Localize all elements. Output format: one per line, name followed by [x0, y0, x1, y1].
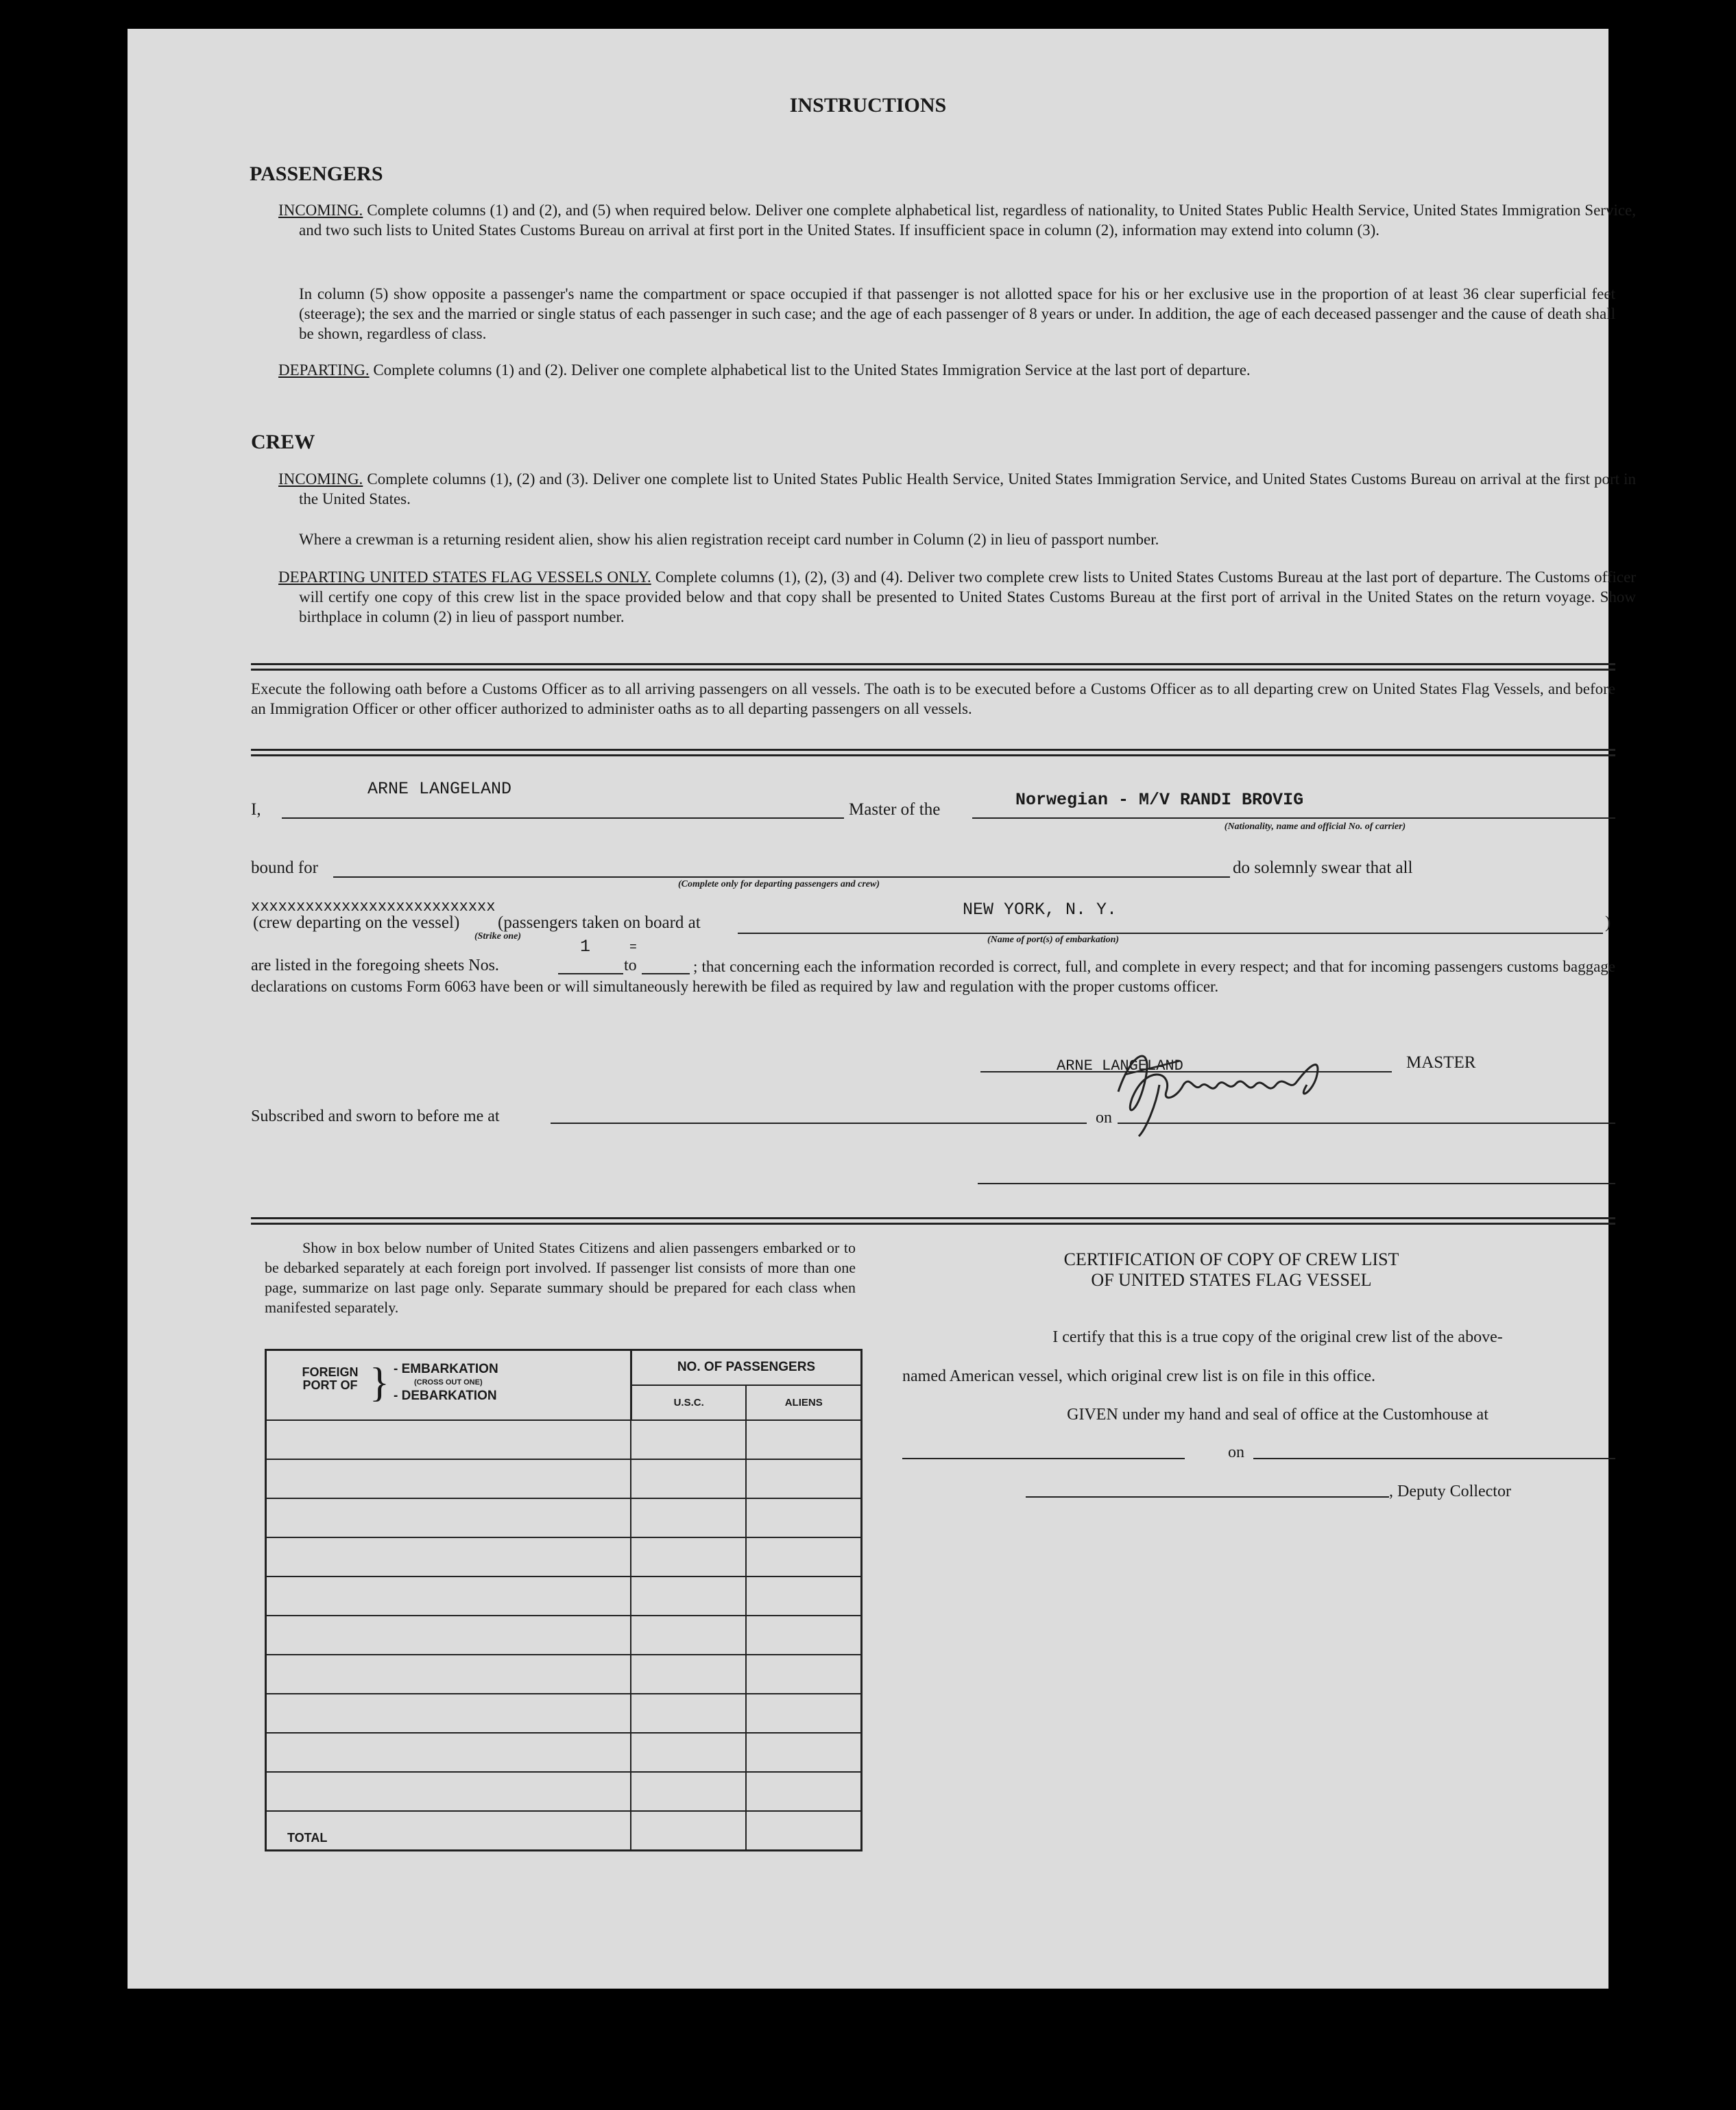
embarkation-label: - EMBARKATION	[394, 1362, 498, 1376]
carrier-line	[972, 817, 1615, 819]
no-passengers-header: NO. OF PASSENGERS	[631, 1350, 861, 1385]
struck-out-text: xxxxxxxxxxxxxxxxxxxxxxxxxxx	[251, 898, 496, 915]
crew-incoming-label: INCOMING.	[278, 470, 363, 488]
oath-intro: Execute the following oath before a Customs Officer as to all arriving passengers on all vessels. The oath is to be executed before a Customs Officer as to all departing crew on United States Flag Vessels, and before an Immigration Officer or other officer authorized to administer oaths as to all departing passengers on all vessels.	[251, 680, 1615, 717]
certification-line3: GIVEN under my hand and seal of office at the Customhouse at	[1067, 1406, 1488, 1424]
port-cell	[266, 1733, 631, 1772]
port-cell	[266, 1498, 631, 1537]
document-page	[128, 29, 1637, 1989]
certification-heading-line2: OF UNITED STATES FLAG VESSEL	[1091, 1270, 1372, 1290]
aliens-cell	[746, 1576, 861, 1616]
customhouse-line	[902, 1458, 1185, 1459]
foreign-port-label: FOREIGN PORT OF	[302, 1365, 359, 1392]
certification-heading	[957, 1249, 1506, 1291]
passengers-incoming-paragraph	[278, 200, 1636, 240]
aliens-cell	[746, 1459, 861, 1498]
divider	[251, 1217, 1615, 1225]
summary-instructions: Show in box below number of United States Citizens and alien passengers embarked or to be debarked separately at each foreign port involved. If passenger list consists of more than one page, summarize on last page only. Separate summary should be prepared for each class when manifested separately.	[265, 1239, 856, 1316]
sheet-from: 1	[580, 937, 591, 957]
passengers-departing-text: Complete columns (1) and (2). Deliver one complete alphabetical list to the United States Immigration Service at the last port of departure.	[373, 361, 1251, 379]
crew-incoming-text: Complete columns (1), (2) and (3). Deliver one complete list to United States Public Health Service, United States Immigration Service, and United States Customs Bureau on arrival at the first port in the United States.	[299, 470, 1636, 507]
debarkation-label: - DEBARKATION	[394, 1389, 497, 1403]
passengers-column5-paragraph: In column (5) show opposite a passenger's name the compartment or space occupied if that passenger is not allotted space for his or her exclusive use in the proportion of at least 36 clear superficial feet (steerage); the sex and the married or single status of each passenger in such case; and the age of each passenger of 8 years or under. In addition, the age of each deceased passenger and the cause of death shall be shown, regardless of class.	[299, 285, 1615, 342]
divider	[251, 663, 1615, 671]
listed-pre: are listed in the foregoing sheets Nos.	[251, 957, 499, 974]
crew-incoming-paragraph	[278, 469, 1636, 509]
swear-label: do solemnly swear that all	[1233, 859, 1413, 877]
port-cell	[266, 1459, 631, 1498]
usc-total-cell	[631, 1811, 746, 1850]
usc-cell	[631, 1537, 746, 1576]
signature-typed-name: ARNE LANGELAND	[1057, 1057, 1183, 1075]
bound-for-caption: (Complete only for departing passengers and crew)	[678, 879, 880, 889]
divider	[251, 749, 1615, 756]
passengers-incoming-text: Complete columns (1) and (2), and (5) when required below. Deliver one complete alphabetical list, regardless of nationality, to United States Public Health Service, United States Immigration Service, and two such lists to United States Customs Bureau on arrival at first port in the United States. If insufficient space in column (2), information may extend into column (3).	[299, 202, 1637, 239]
usc-cell	[631, 1498, 746, 1537]
aliens-cell	[746, 1694, 861, 1733]
master-name: ARNE LANGELAND	[367, 779, 512, 799]
strike-one-caption: (Strike one)	[474, 931, 522, 942]
listed-to: to	[624, 957, 637, 974]
usc-cell	[631, 1733, 746, 1772]
port-cell	[266, 1694, 631, 1733]
certification-line2: named American vessel, which original crew list is on file in this office.	[902, 1367, 1376, 1385]
certification-on-label: on	[1228, 1443, 1244, 1461]
crew-departing-label: DEPARTING UNITED STATES FLAG VESSELS ONLY.	[278, 568, 651, 586]
subscribed-date-line	[1118, 1123, 1615, 1124]
port-cell	[266, 1655, 631, 1694]
carrier-name: Norwegian - M/V RANDI BROVIG	[1015, 790, 1304, 810]
port-line	[738, 933, 1603, 934]
master-label: MASTER	[1406, 1053, 1476, 1072]
passengers-incoming-label: INCOMING.	[278, 202, 363, 219]
handwritten-signature	[1091, 1037, 1379, 1140]
aliens-cell	[746, 1655, 861, 1694]
deputy-collector-line	[1026, 1496, 1389, 1498]
port-cell	[266, 1616, 631, 1655]
bound-for-line	[333, 876, 1230, 878]
usc-cell	[631, 1772, 746, 1811]
bound-for-label: bound for	[251, 859, 318, 877]
certification-line1: I certify that this is a true copy of the original crew list of the above-	[1052, 1328, 1503, 1346]
port-header-cell	[266, 1350, 631, 1421]
passengers-heading: PASSENGERS	[250, 163, 383, 185]
crew-heading: CREW	[251, 431, 315, 453]
listed-post: ; that concerning each the information recorded is correct, full, and complete in every respect; and that for incoming passengers customs baggage declarations on customs Form 6063 have been or will simultaneously herewith be filed as required by law and regulation with the proper customs officer.	[251, 958, 1615, 995]
usc-header: U.S.C.	[631, 1385, 746, 1420]
carrier-caption: (Nationality, name and official No. of carrier)	[1224, 822, 1406, 832]
usc-cell	[631, 1655, 746, 1694]
port-of-embarkation: NEW YORK, N. Y.	[963, 900, 1118, 920]
total-label: TOTAL	[266, 1811, 631, 1850]
port-cell	[266, 1537, 631, 1576]
oath-i-label: I,	[251, 800, 261, 819]
port-caption: (Name of port(s) of embarkation)	[987, 935, 1120, 945]
aliens-cell	[746, 1420, 861, 1459]
officer-signature-line	[978, 1183, 1615, 1184]
passengers-taken-label: (passengers taken on board at	[498, 913, 701, 932]
master-of-label: Master of the	[849, 800, 941, 819]
port-cell	[266, 1772, 631, 1811]
aliens-cell	[746, 1733, 861, 1772]
crew-departing-text: Complete columns (1), (2), (3) and (4). Deliver two complete crew lists to United States Customs Bureau at the last port of departure. The Customs officer will certify one copy of this crew list in the space provided below and that copy shall be presented to United States Customs Bureau at the first port of arrival in the United States on the return voyage. Show birthplace in column (2) in lieu of passport number.	[299, 568, 1637, 625]
port-cell	[266, 1576, 631, 1616]
cross-out-label: (CROSS OUT ONE)	[414, 1378, 483, 1387]
usc-cell	[631, 1420, 746, 1459]
passengers-departing-paragraph	[278, 360, 1636, 380]
usc-cell	[631, 1459, 746, 1498]
brace-icon: }	[370, 1360, 389, 1405]
deputy-collector-label: , Deputy Collector	[1389, 1483, 1511, 1500]
passengers-departing-label: DEPARTING.	[278, 361, 370, 379]
crew-resident-paragraph: Where a crewman is a returning resident alien, show his alien registration receipt card number in Column (2) in lieu of passport number.	[299, 531, 1159, 548]
page-title: INSTRUCTIONS	[789, 94, 947, 117]
aliens-cell	[746, 1498, 861, 1537]
aliens-total-cell	[746, 1811, 861, 1850]
usc-cell	[631, 1576, 746, 1616]
usc-cell	[631, 1694, 746, 1733]
sheet-to: =	[629, 941, 637, 955]
certification-heading-line1: CERTIFICATION OF COPY OF CREW LIST	[1063, 1249, 1399, 1269]
aliens-cell	[746, 1616, 861, 1655]
aliens-cell	[746, 1537, 861, 1576]
subscribed-on-label: on	[1096, 1109, 1112, 1127]
crew-departing-paragraph	[278, 567, 1636, 627]
aliens-header: ALIENS	[746, 1385, 861, 1420]
crew-departing-label: (crew departing on the vessel)	[253, 913, 460, 932]
certification-date-line	[1253, 1458, 1615, 1459]
subscribed-place-line	[551, 1123, 1087, 1124]
port-cell	[266, 1420, 631, 1459]
aliens-cell	[746, 1772, 861, 1811]
passenger-summary-table	[265, 1349, 863, 1851]
subscribed-label: Subscribed and sworn to before me at	[251, 1107, 500, 1125]
usc-cell	[631, 1616, 746, 1655]
master-name-line	[282, 817, 844, 819]
close-paren: )	[1605, 913, 1611, 932]
